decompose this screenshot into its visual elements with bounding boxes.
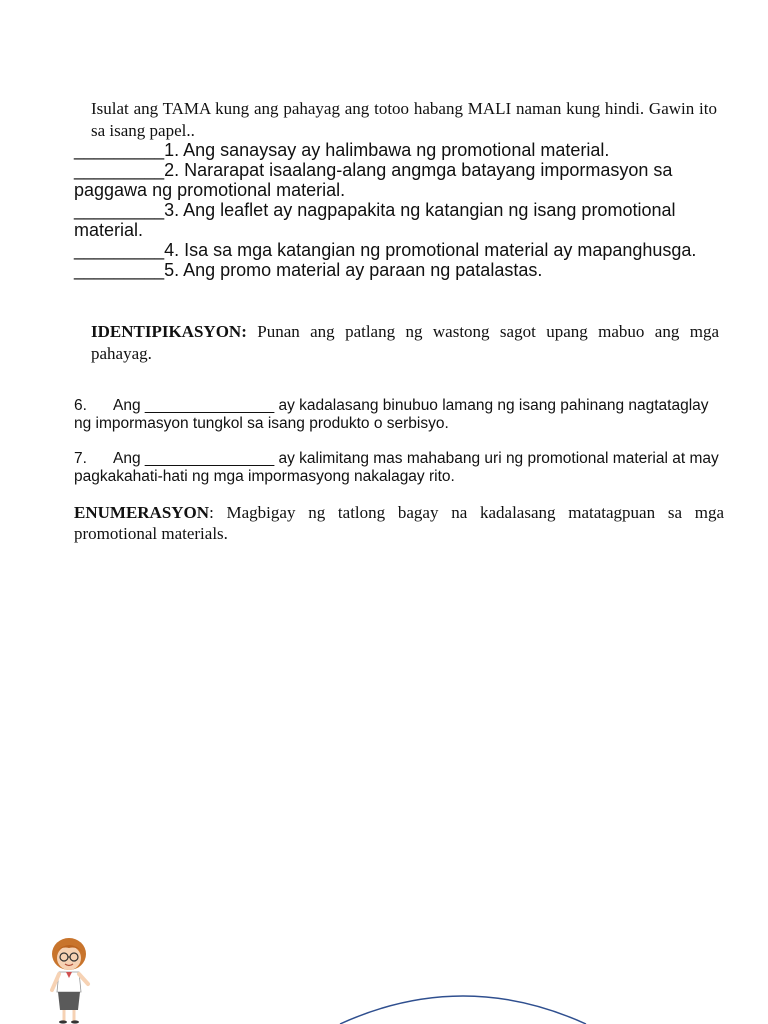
answer-blank: _________ <box>74 260 165 280</box>
instructions-text: Isulat ang TAMA kung ang pahayag ang totoo habang MALI naman kung hindi. Gawin ito sa isang papel.. <box>91 99 717 140</box>
fill-item <box>74 397 724 433</box>
fill-item <box>74 450 724 486</box>
section-instructions: Punan ang patlang ng wastong sagot upang mabuo ang mga pahayag. <box>91 322 719 363</box>
answer-blank: _________ <box>74 200 165 220</box>
item-number: 6. <box>74 397 87 414</box>
list-item <box>74 160 714 200</box>
item-text: 3. Ang leaflet ay nagpapakita ng katangian ng isang promotional material. <box>74 200 676 240</box>
answer-blank: _________ <box>74 160 165 180</box>
teacher-cartoon-icon <box>40 934 100 1024</box>
section-heading: IDENTIPIKASYON: <box>91 322 247 341</box>
answer-blank: _________ <box>74 240 165 260</box>
true-false-list <box>74 140 714 280</box>
item-number: 7. <box>74 450 87 467</box>
list-item <box>74 260 714 280</box>
enumeration-section <box>74 502 724 544</box>
section-heading: ENUMERASYON <box>74 503 210 522</box>
item-text: 1. Ang sanaysay ay halimbawa ng promotional material. <box>164 140 610 160</box>
item-text: 5. Ang promo material ay paraan ng patalastas. <box>164 260 543 280</box>
decorative-arc <box>338 990 588 1024</box>
item-text: 2. Nararapat isaalang-alang angmga batayang impormasyon sa paggawa ng promotional material. <box>74 160 673 200</box>
item-text: Ang _______________ ay kalimitang mas mahabang uri ng promotional material at may pagkakahati-hati ng mga impormasyong nakalagay rito. <box>74 450 719 485</box>
identification-section <box>91 321 719 365</box>
section-instructions: : Magbigay ng tatlong bagay na kadalasang matatagpuan sa mga promotional materials. <box>74 503 724 543</box>
item-text: 4. Isa sa mga katangian ng promotional material ay mapanghusga. <box>164 240 697 260</box>
answer-blank: _________ <box>74 140 165 160</box>
list-item <box>74 240 714 260</box>
list-item <box>74 140 714 160</box>
item-text: Ang _______________ ay kadalasang binubuo lamang ng isang pahinang nagtataglay ng impormasyon tungkol sa isang produkto o serbisyo. <box>74 397 709 432</box>
list-item <box>74 200 714 240</box>
